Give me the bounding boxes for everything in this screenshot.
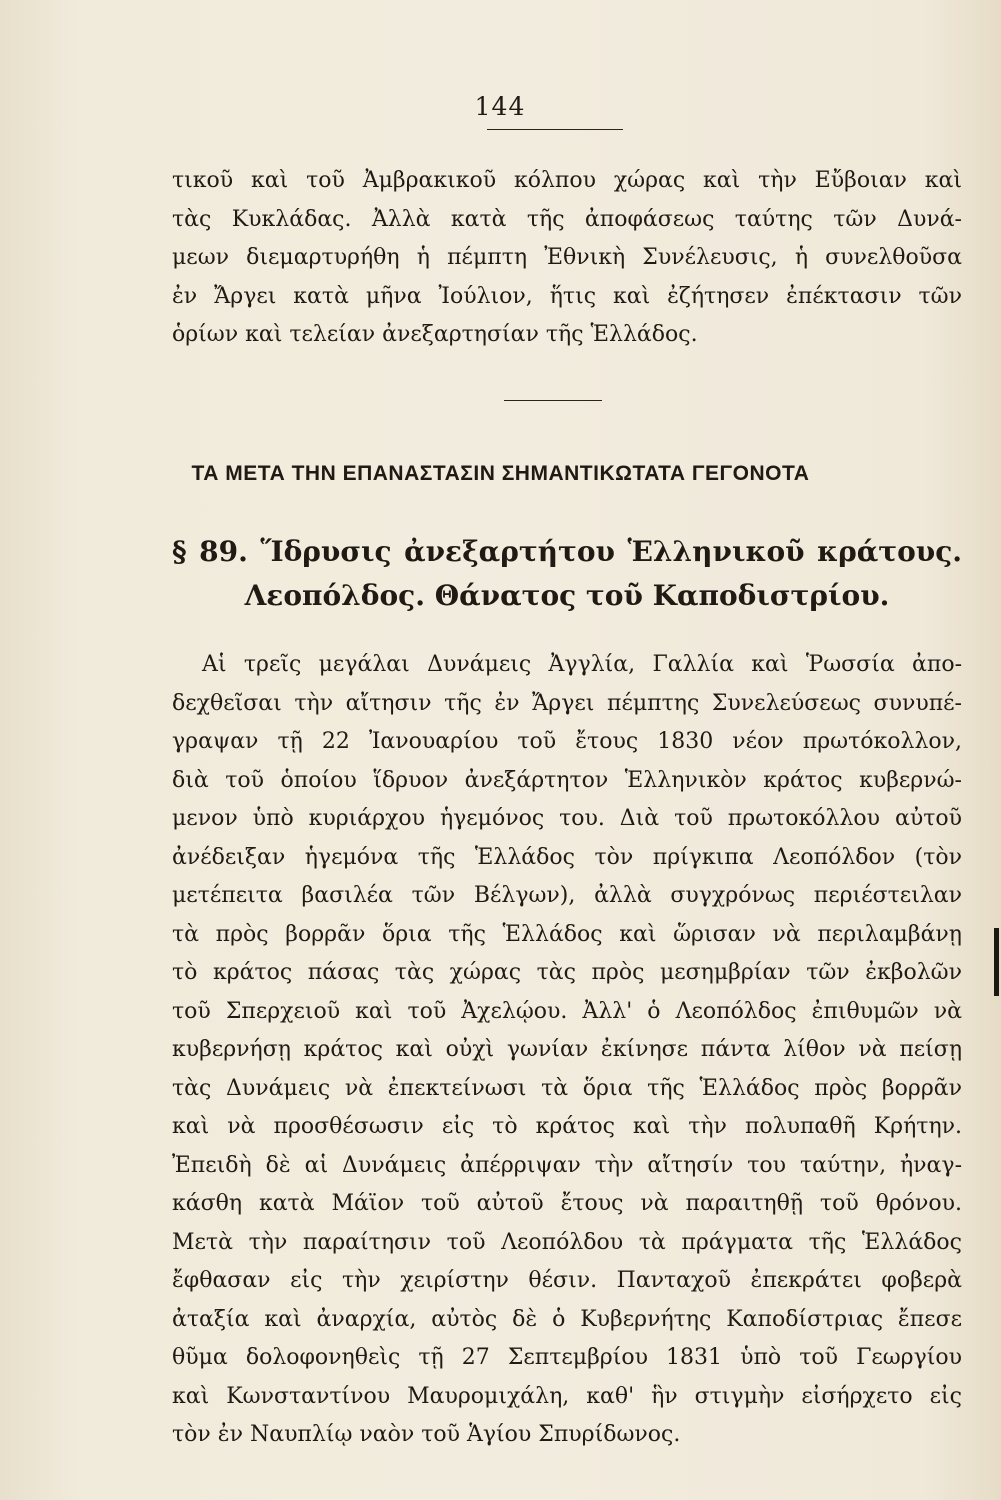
text-line: μεων διεμαρτυρήθη ἡ πέμπτη Ἐθνικὴ Συνέλευσις, ἡ συνελθοῦσα <box>172 245 962 270</box>
text-line: Αἱ τρεῖς μεγάλαι Δυνάμεις Ἀγγλία, Γαλλία καὶ Ῥωσσία ἀπο- <box>202 652 962 677</box>
text-line: δεχθεῖσαι τὴν αἴτησιν τῆς ἐν Ἄργει πέμπτης Συνελεύσεως συνυπέ- <box>172 690 962 716</box>
text-line: θῦμα δολοφονηθεὶς τῇ 27 Σεπτεμβρίου 1831 ὑπὸ τοῦ Γεωργίου <box>172 1345 962 1370</box>
text-line: τὰς Κυκλάδας. Ἀλλὰ κατὰ τῆς ἀποφάσεως ταύτης τῶν Δυνά- <box>172 206 962 232</box>
page-number: 144 <box>474 92 526 121</box>
subsection-title-line: Λεοπόλδος. Θάνατος τοῦ Καποδιστρίου. <box>244 579 890 612</box>
text-line: Μετὰ τὴν παραίτησιν τοῦ Λεοπόλδου τὰ πράγματα τῆς Ἑλλάδος <box>172 1229 962 1255</box>
section-heading: ΤΑ ΜΕΤΑ ΤΗΝ ΕΠΑΝΑΣΤΑΣΙΝ ΣΗΜΑΝΤΙΚΩΤΑΤΑ ΓΕΓΟΝΟΤΑ <box>191 462 810 485</box>
text-line: Ἐπειδὴ δὲ αἱ Δυνάμεις ἀπέρριψαν τὴν αἴτησίν του ταύτην, ἠναγ- <box>172 1152 962 1178</box>
text-line: τοῦ Σπερχειοῦ καὶ τοῦ Ἀχελῴου. Ἀλλ' ὁ Λεοπόλδος ἐπιθυμῶν νὰ <box>172 998 962 1024</box>
text-line: καὶ Κωνσταντίνου Μαυρομιχάλη, καθ' ἣν στιγμὴν εἰσήρχετο εἰς <box>172 1383 962 1409</box>
text-line: μενον ὑπὸ κυριάρχου ἡγεμόνος του. Διὰ τοῦ πρωτοκόλλου αὐτοῦ <box>172 806 962 831</box>
main-paragraph <box>172 646 962 1455</box>
text-line: τὰ πρὸς βορρᾶν ὅρια τῆς Ἑλλάδος καὶ ὥρισαν νὰ περιλαμβάνῃ <box>172 921 962 947</box>
text-line: κάσθη κατὰ Μάϊον τοῦ αὐτοῦ ἔτους νὰ παραιτηθῇ τοῦ θρόνου. <box>172 1191 962 1216</box>
text-line: τικοῦ καὶ τοῦ Ἀμβρακικοῦ κόλπου χώρας καὶ τὴν Εὔβοιαν καὶ <box>172 168 962 193</box>
text-line: ἐν Ἄργει κατὰ μῆνα Ἰούλιον, ἥτις καὶ ἐζήτησεν ἐπέκτασιν τῶν <box>172 283 962 309</box>
text-line: διὰ τοῦ ὁποίου ἵδρυον ἀνεξάρτητον Ἑλληνικὸν κράτος κυβερνώ- <box>172 767 962 793</box>
subsection-title-line: § 89. Ἵδρυσις ἀνεξαρτήτου Ἑλληνικοῦ κράτους. <box>172 535 962 568</box>
text-line: τὸ κράτος πάσας τὰς χώρας τὰς πρὸς μεσημβρίαν τῶν ἐκβολῶν <box>172 960 962 985</box>
intro-paragraph <box>172 162 962 355</box>
text-line: κυβερνήσῃ κράτος καὶ οὐχὶ γωνίαν ἐκίνησε πάντα λίθον νὰ πείσῃ <box>172 1037 962 1062</box>
text-line: ἀταξία καὶ ἀναρχία, αὐτὸς δὲ ὁ Κυβερνήτης Καποδίστριας ἔπεσε <box>172 1306 962 1332</box>
text-line: ἀνέδειξαν ἡγεμόνα τῆς Ἑλλάδος τὸν πρίγκιπα Λεοπόλδον (τὸν <box>172 844 962 870</box>
text-line: ὁρίων καὶ τελείαν ἀνεξαρτησίαν τῆς Ἑλλάδος. <box>172 322 698 347</box>
text-line: γραψαν τῇ 22 Ἰανουαρίου τοῦ ἔτους 1830 νέον πρωτόκολλον, <box>172 729 962 754</box>
text-line: καὶ νὰ προσθέσωσιν εἰς τὸ κράτος καὶ τὴν πολυπαθῆ Κρήτην. <box>172 1114 962 1139</box>
page-number-rule <box>487 129 623 130</box>
text-line: μετέπειτα βασιλέα τῶν Βέλγων), ἀλλὰ συγχρόνως περιέστειλαν <box>172 883 962 908</box>
page-edge-mark <box>994 928 999 996</box>
subsection-title <box>172 530 962 618</box>
text-line: τὰς Δυνάμεις νὰ ἐπεκτείνωσι τὰ ὅρια τῆς Ἑλλάδος πρὸς βορρᾶν <box>172 1075 962 1101</box>
text-line: ἔφθασαν εἰς τὴν χειρίστην θέσιν. Πανταχοῦ ἐπεκράτει φοβερὰ <box>172 1268 962 1293</box>
section-divider <box>504 400 602 401</box>
text-line: τὸν ἐν Ναυπλίῳ ναὸν τοῦ Ἁγίου Σπυρίδωνος. <box>172 1422 681 1447</box>
